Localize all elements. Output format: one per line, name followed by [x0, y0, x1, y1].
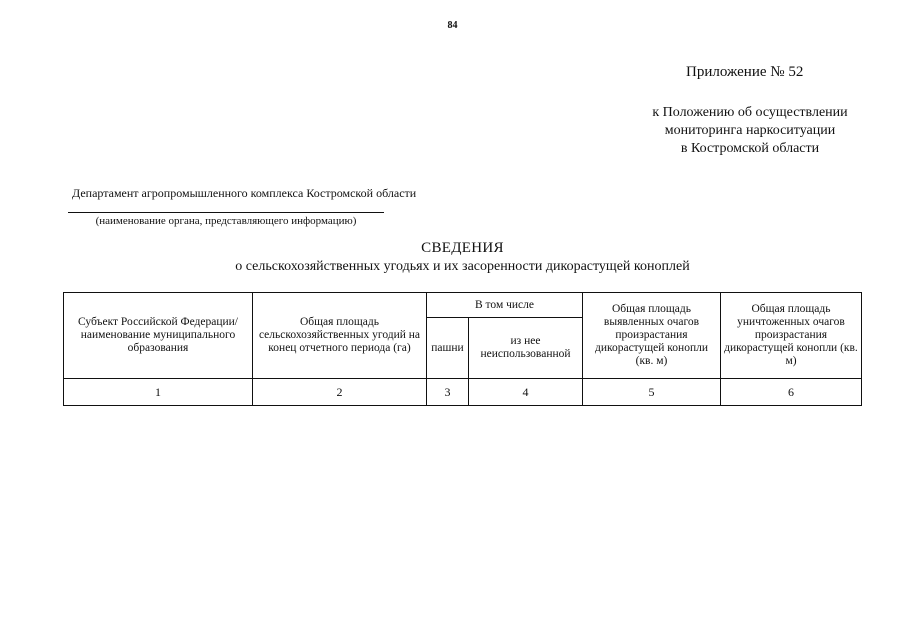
page-number: 84: [447, 20, 458, 31]
header-destroyed-area: Общая площадь уничтоженных очагов произрастания дикорастущей конопли (кв. м): [721, 293, 862, 379]
appendix-reference: [600, 104, 900, 158]
organization-caption: (наименование органа, представляющего информацию): [95, 215, 357, 227]
header-subject: Субъект Российской Федерации/наименование муниципального образования: [64, 293, 253, 379]
appendix-ref-line: в Костромской области: [680, 141, 820, 156]
appendix-ref-line: мониторинга наркоситуации: [664, 123, 836, 138]
column-number-row: [64, 379, 862, 406]
document-subtitle: о сельскохозяйственных угодьях и их засоренности дикорастущей коноплей: [235, 259, 690, 274]
column-number: 5: [583, 379, 721, 406]
data-table: [63, 292, 862, 406]
column-number: 2: [253, 379, 427, 406]
appendix-ref-line: к Положению об осуществлении: [652, 105, 848, 120]
header-arable: пашни: [427, 318, 469, 379]
column-number: 3: [427, 379, 469, 406]
header-including: В том числе: [427, 293, 583, 318]
appendix-number: Приложение № 52: [686, 64, 804, 80]
organization-underline: [68, 212, 384, 213]
organization-name: Департамент агропромышленного комплекса Костромской области: [72, 186, 417, 200]
column-number: 1: [64, 379, 253, 406]
document-title: СВЕДЕНИЯ: [421, 240, 504, 256]
header-total-area: Общая площадь сельскохозяйственных угодий на конец отчетного периода (га): [253, 293, 427, 379]
column-number: 4: [469, 379, 583, 406]
header-unused: из нее неиспользованной: [469, 318, 583, 379]
column-number: 6: [721, 379, 862, 406]
header-detected-area: Общая площадь выявленных очагов произрастания дикорастущей конопли (кв. м): [583, 293, 721, 379]
